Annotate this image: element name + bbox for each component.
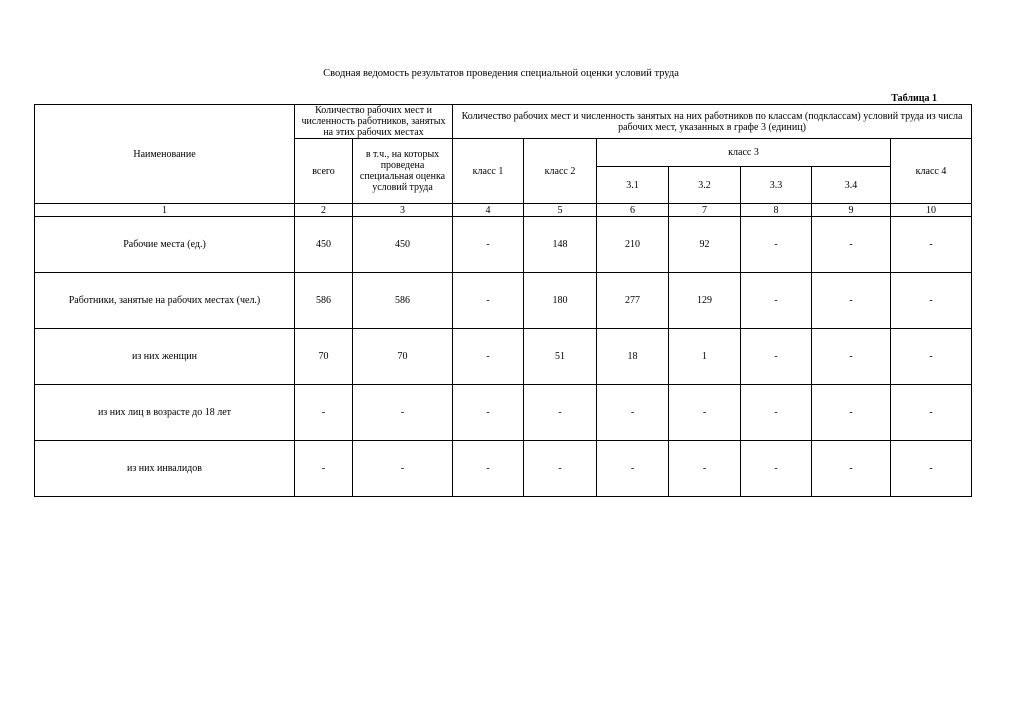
table-cell: 129 [669,273,741,329]
table-cell: - [812,273,891,329]
table-row [35,385,972,441]
column-number: 3 [353,204,453,217]
table-cell: - [524,441,597,497]
table-cell: - [453,385,524,441]
table-cell: - [597,441,669,497]
table-cell: - [524,385,597,441]
column-number: 9 [812,204,891,217]
column-number: 1 [35,204,295,217]
table-row [35,441,972,497]
column-number: 8 [741,204,812,217]
table-cell: 51 [524,329,597,385]
table-label: Таблица 1 [891,93,937,104]
header-row-1 [35,105,972,139]
table-cell: - [353,385,453,441]
table-cell: 148 [524,217,597,273]
table-cell: 18 [597,329,669,385]
table-cell: 277 [597,273,669,329]
column-number: 4 [453,204,524,217]
table-cell: - [669,385,741,441]
table-cell: - [741,217,812,273]
table-cell: - [597,385,669,441]
table-cell: 70 [353,329,453,385]
table-cell: - [891,217,972,273]
table-cell: 1 [669,329,741,385]
table-row [35,329,972,385]
header-subclass-3-1: 3.1 [597,167,669,204]
table-cell: - [453,217,524,273]
column-number: 10 [891,204,972,217]
column-number: 7 [669,204,741,217]
table-cell: - [295,441,353,497]
table-cell: - [891,329,972,385]
table-cell: - [812,441,891,497]
row-name: из них инвалидов [35,441,295,497]
header-class-1: класс 1 [453,139,524,204]
row-name: Рабочие места (ед.) [35,217,295,273]
table-cell: - [453,329,524,385]
table-cell: 70 [295,329,353,385]
header-class-2: класс 2 [524,139,597,204]
header-group-workplaces: Количество рабочих мест и численность работников, занятых на этих рабочих местах [295,105,453,139]
table-row [35,273,972,329]
table-cell: - [891,441,972,497]
table-cell: 210 [597,217,669,273]
header-assessed: в т.ч., на которых проведена специальная оценка условий труда [353,139,453,204]
table-cell: - [812,217,891,273]
table-cell: - [741,273,812,329]
row-name: из них лиц в возрасте до 18 лет [35,385,295,441]
table-row [35,217,972,273]
table-cell: - [453,273,524,329]
table-cell: 450 [353,217,453,273]
table-cell: 586 [353,273,453,329]
header-subclass-3-3: 3.3 [741,167,812,204]
table-cell: 450 [295,217,353,273]
table-cell: - [741,441,812,497]
table-cell: - [453,441,524,497]
header-group-classes: Количество рабочих мест и численность занятых на них работников по классам (подклассам) условий труда из числа рабочих мест, указанных в графе 3 (единиц) [453,105,972,139]
table-cell: 92 [669,217,741,273]
table-cell: - [812,385,891,441]
header-subclass-3-2: 3.2 [669,167,741,204]
column-number-row [35,204,972,217]
table-cell: 586 [295,273,353,329]
header-name: Наименование [35,105,295,204]
column-number: 5 [524,204,597,217]
table-cell: - [741,385,812,441]
header-subclass-3-4: 3.4 [812,167,891,204]
header-class-4: класс 4 [891,139,972,204]
summary-table [34,104,972,497]
header-total: всего [295,139,353,204]
table-cell: 180 [524,273,597,329]
table-cell: - [741,329,812,385]
column-number: 6 [597,204,669,217]
table-cell: - [891,273,972,329]
table-cell: - [295,385,353,441]
document-title: Сводная ведомость результатов проведения специальной оценки условий труда [323,68,679,79]
column-number: 2 [295,204,353,217]
row-name: из них женщин [35,329,295,385]
table-cell: - [353,441,453,497]
row-name: Работники, занятые на рабочих местах (чел.) [35,273,295,329]
header-class-3: класс 3 [597,139,891,167]
table-cell: - [891,385,972,441]
table-cell: - [812,329,891,385]
table-cell: - [669,441,741,497]
